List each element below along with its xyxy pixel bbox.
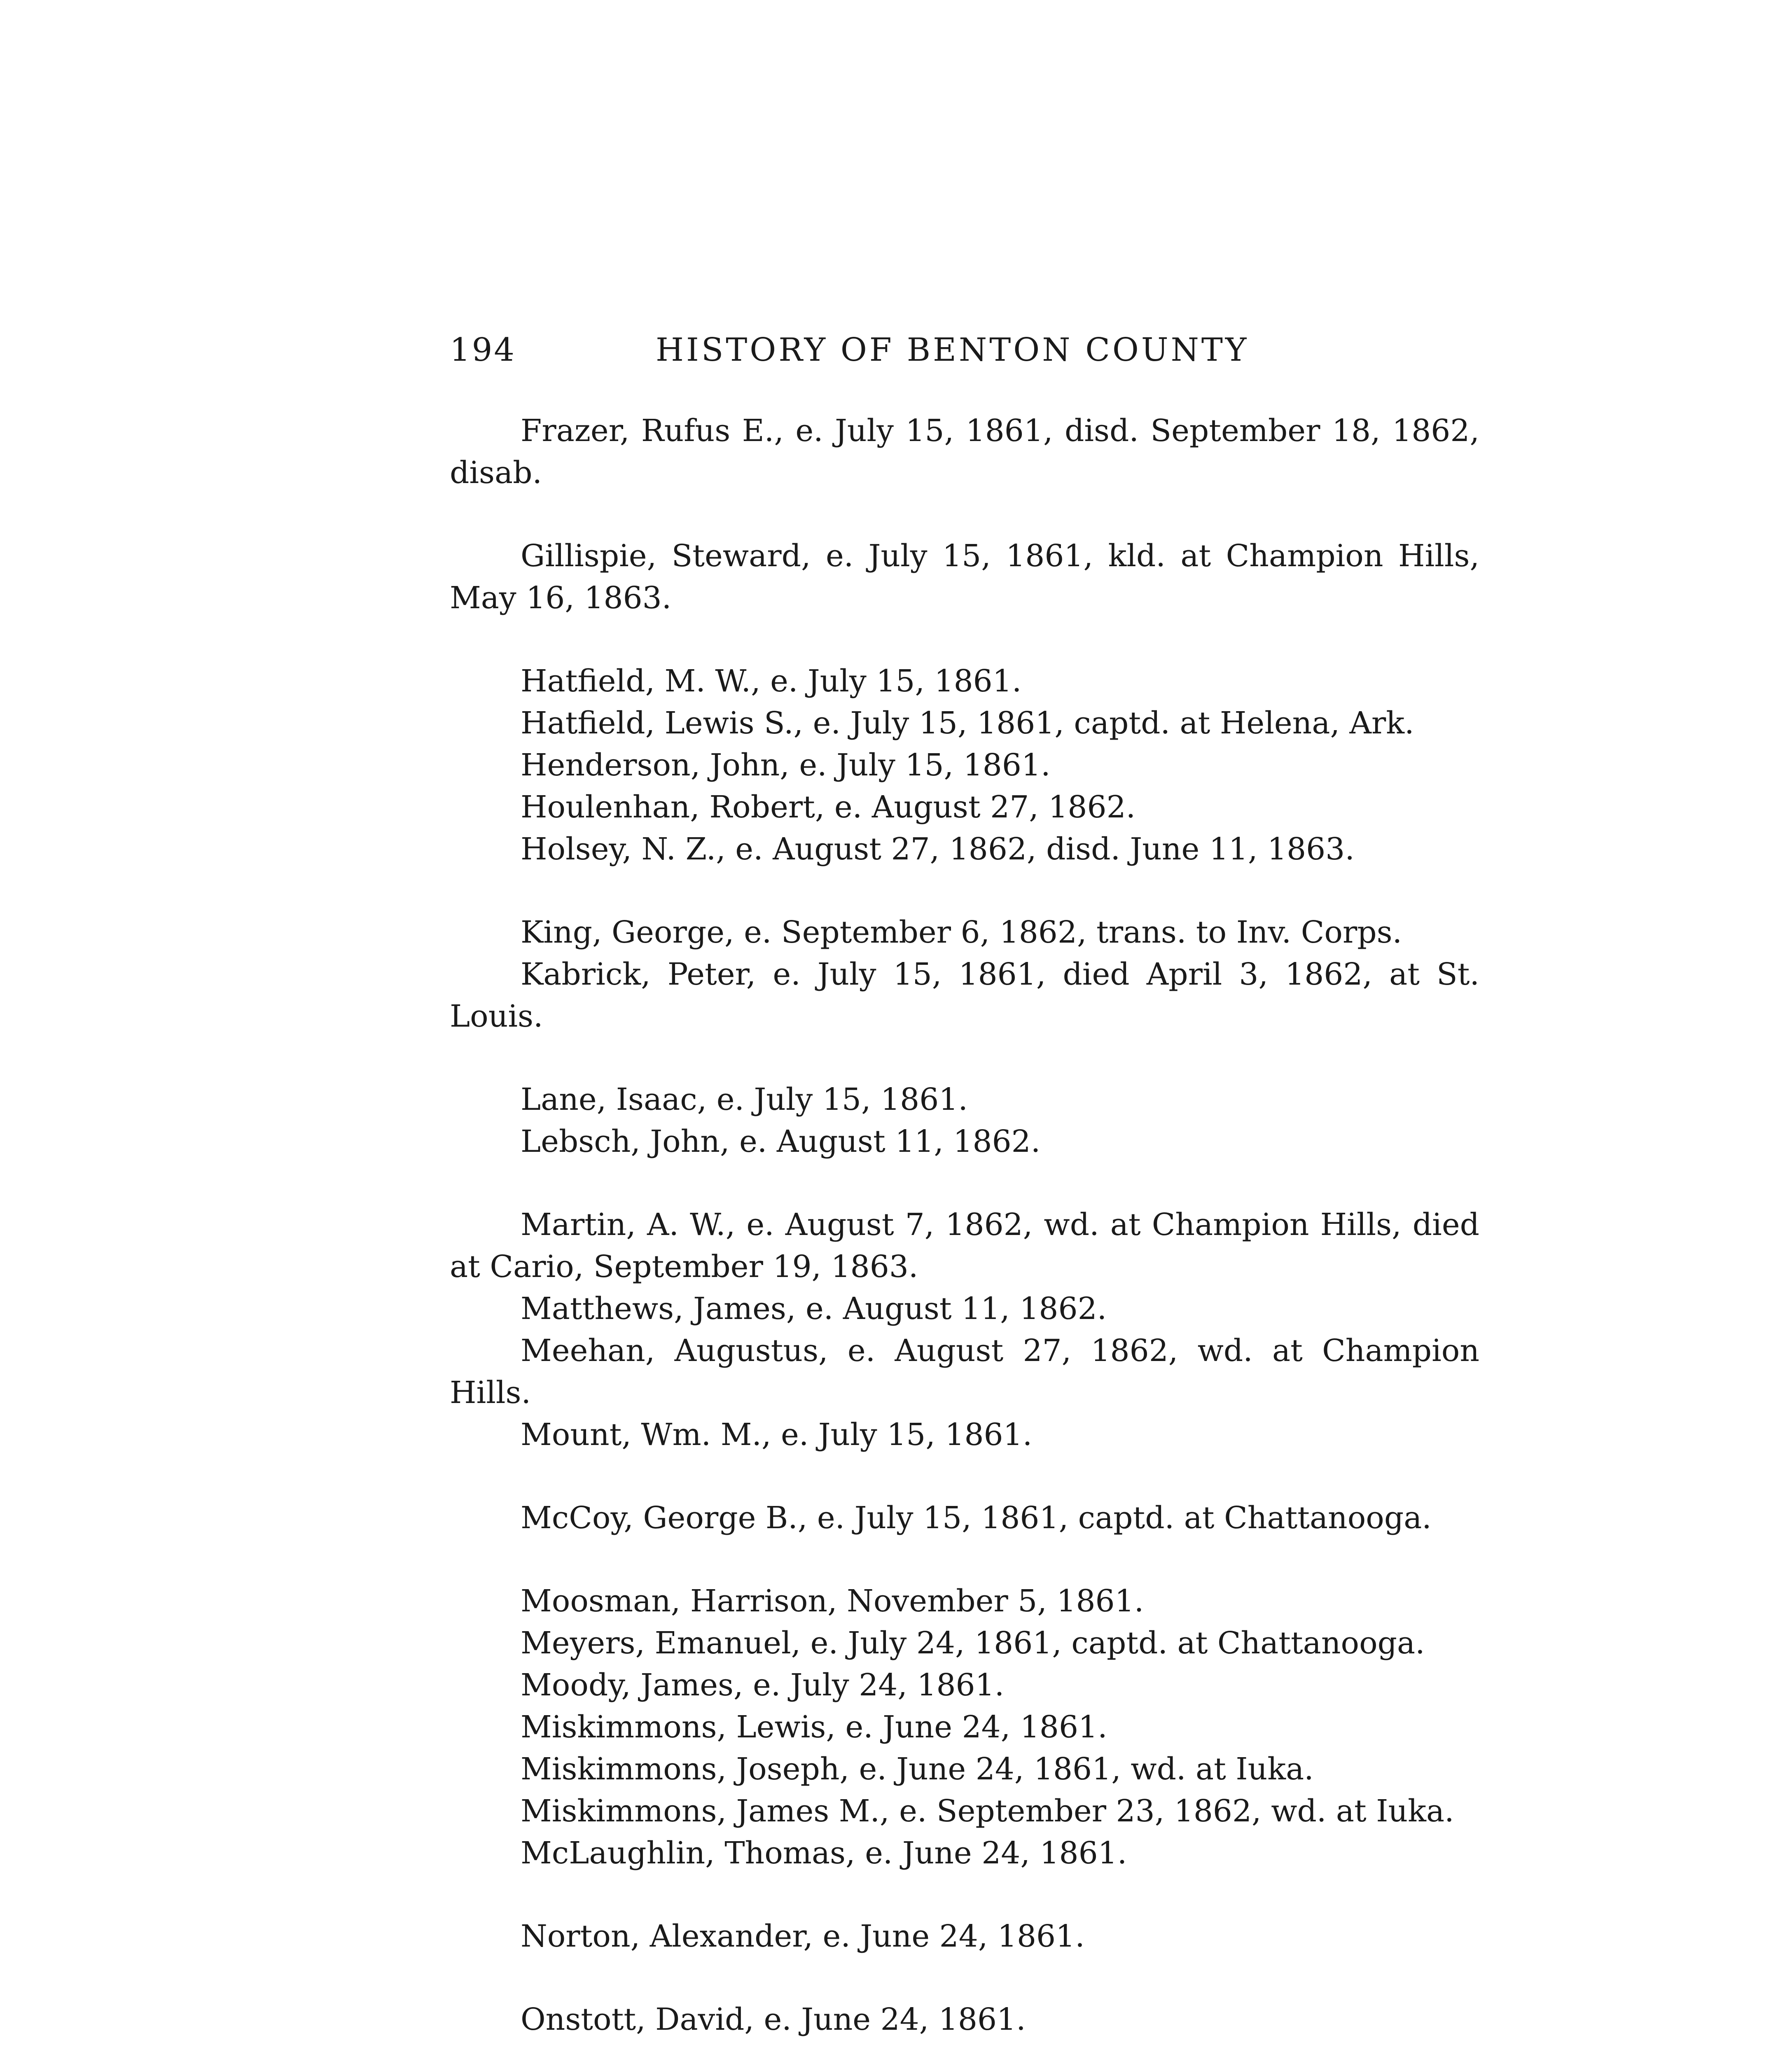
roster-entry: Miskimmons, Joseph, e. June 24, 1861, wd. at Iuka. [521,1751,1314,1787]
roster-entry: Gillispie, Steward, e. July 15, 1861, kld. at Champion Hills, May 16, 1863. [450,538,1479,616]
roster-list [450,410,1479,2059]
roster-entry: Norton, Alexander, e. June 24, 1861. [521,1919,1085,1954]
entry-group-mcc [450,1497,1479,1539]
entry-group-k [450,911,1479,1037]
roster-entry: Martin, A. W., e. August 7, 1862, wd. at Champion Hills, died at Cario, September 19, 1863. [450,1207,1479,1284]
roster-entry: Moody, James, e. July 24, 1861. [521,1667,1005,1703]
roster-entry: Hatfield, M. W., e. July 15, 1861. [521,663,1022,699]
roster-entry: Kabrick, Peter, e. July 15, 1861, died April 3, 1862, at St. Louis. [450,957,1479,1034]
entry-group-f [450,410,1479,494]
roster-entry: Matthews, James, e. August 11, 1862. [521,1291,1107,1326]
roster-entry: Meyers, Emanuel, e. July 24, 1861, captd. at Chattanooga. [521,1625,1425,1661]
roster-entry: Holsey, N. Z., e. August 27, 1862, disd. June 11, 1863. [521,831,1355,867]
roster-entry: Meehan, Augustus, e. August 27, 1862, wd. at Champion Hills. [450,1333,1479,1410]
running-title: HISTORY OF BENTON COUNTY [656,331,1249,369]
roster-entry: Mount, Wm. M., e. July 15, 1861. [521,1417,1033,1452]
roster-entry: King, George, e. September 6, 1862, trans. to Inv. Corps. [521,915,1402,950]
page-number: 194 [450,331,516,369]
running-header [450,331,1282,373]
roster-entry: Lane, Isaac, e. July 15, 1861. [521,1082,968,1117]
roster-entry: Onstott, David, e. June 24, 1861. [521,2002,1026,2037]
entry-group-m [450,1204,1479,1456]
entry-group-n [450,1915,1479,1957]
roster-entry: Frazer, Rufus E., e. July 15, 1861, disd. September 18, 1862, disab. [450,413,1479,490]
roster-entry: McLaughlin, Thomas, e. June 24, 1861. [521,1835,1127,1871]
roster-entry: Miskimmons, Lewis, e. June 24, 1861. [521,1709,1107,1745]
roster-entry: Hatfield, Lewis S., e. July 15, 1861, captd. at Helena, Ark. [521,705,1414,741]
entry-group-o [450,1998,1479,2040]
entry-group-l [450,1079,1479,1163]
roster-entry: Miskimmons, James M., e. September 23, 1862, wd. at Iuka. [521,1793,1454,1829]
roster-entry: Houlenhan, Robert, e. August 27, 1862. [521,789,1136,825]
roster-entry: Moosman, Harrison, November 5, 1861. [521,1583,1144,1619]
roster-entry: Lebsch, John, e. August 11, 1862. [521,1124,1041,1159]
roster-entry: Henderson, John, e. July 15, 1861. [521,747,1051,783]
entry-group-m2 [450,1580,1479,1874]
entry-group-h [450,660,1479,870]
roster-entry: McCoy, George B., e. July 15, 1861, captd. at Chattanooga. [521,1500,1432,1536]
entry-group-g [450,535,1479,619]
